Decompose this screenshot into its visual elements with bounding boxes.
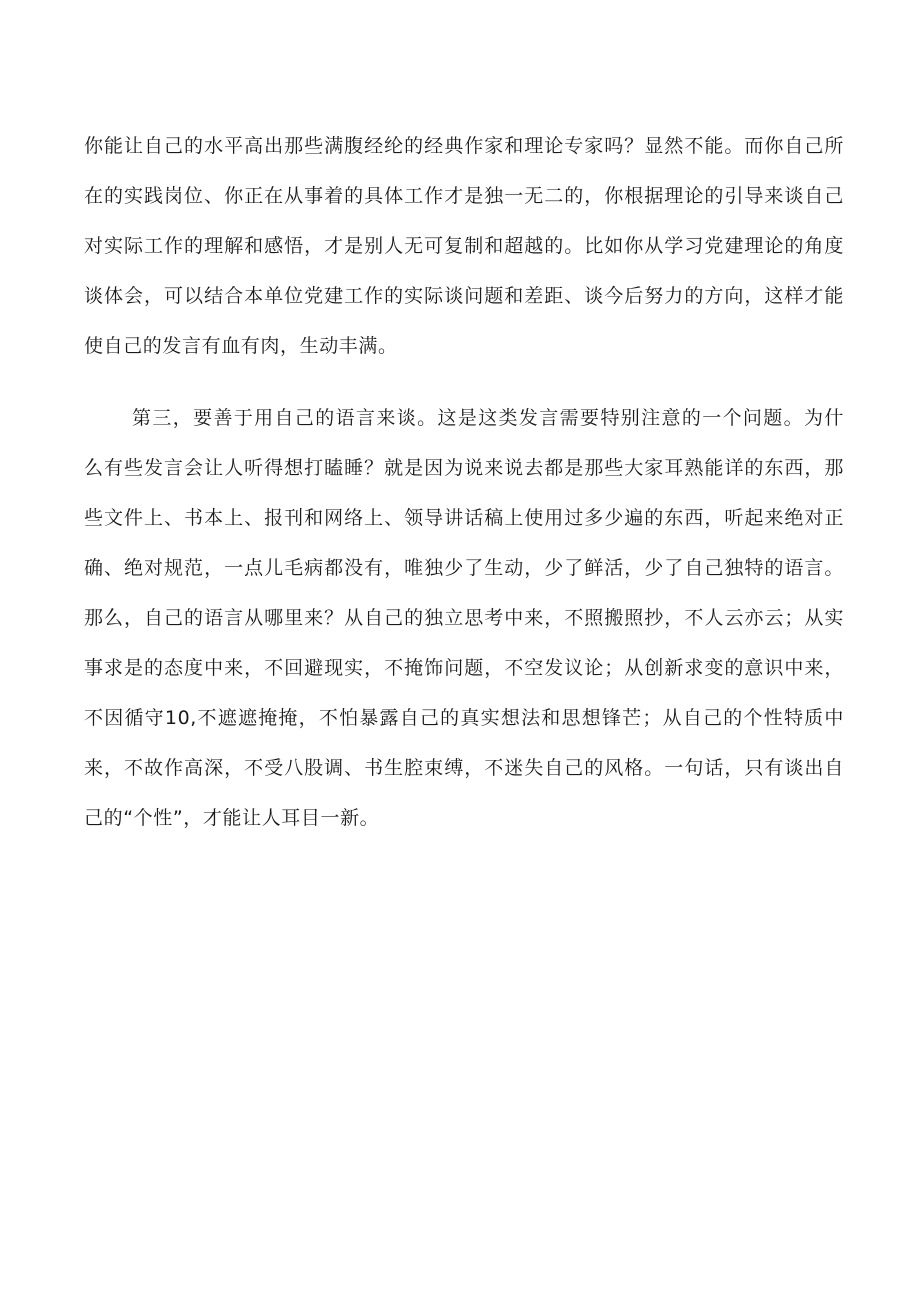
paragraph-2-line-3: 些文件上、书本上、报刊和网络上、领导讲话稿上使用过多少遍的东西，听起来绝对正	[84, 507, 844, 529]
paragraph-1-line-5: 使自己的发言有血有肉，生动丰满。	[84, 335, 398, 357]
paragraph-2-line-7: 不因循守10,不遮遮掩掩，不怕暴露自己的真实想法和思想锋芒；从自己的个性特质中	[84, 707, 844, 729]
paragraph-2-line-1: 第三，要善于用自己的语言来谈。这是这类发言需要特别注意的一个问题。为什	[132, 407, 844, 429]
paragraph-1-line-2: 在的实践岗位、你正在从事着的具体工作才是独一无二的，你根据理论的引导来谈自己	[84, 185, 844, 207]
paragraph-1-line-1: 你能让自己的水平高出那些满腹经纶的经典作家和理论专家吗？显然不能。而你自己所	[84, 135, 844, 157]
paragraph-2-line-5: 那么，自己的语言从哪里来？从自己的独立思考中来，不照搬照抄，不人云亦云；从实	[84, 607, 844, 629]
paragraph-2-line-2: 么有些发言会让人听得想打瞌睡？就是因为说来说去都是那些大家耳熟能详的东西，那	[84, 457, 844, 479]
paragraph-2-line-8: 来，不故作高深，不受八股调、书生腔束缚，不迷失自己的风格。一句话，只有谈出自	[84, 757, 844, 779]
paragraph-2-line-6: 事求是的态度中来，不回避现实，不掩饰问题，不空发议论；从创新求变的意识中来，	[84, 657, 844, 679]
paragraph-2-line-9: 己的“个性”，才能让人耳目一新。	[84, 807, 380, 829]
paragraph-2-line-4: 确、绝对规范，一点儿毛病都没有，唯独少了生动，少了鲜活，少了自己独特的语言。	[84, 557, 844, 579]
paragraph-1-line-3: 对实际工作的理解和感悟，才是别人无可复制和超越的。比如你从学习党建理论的角度	[84, 235, 844, 257]
paragraph-1-line-4: 谈体会，可以结合本单位党建工作的实际谈问题和差距、谈今后努力的方向，这样才能	[84, 285, 844, 307]
